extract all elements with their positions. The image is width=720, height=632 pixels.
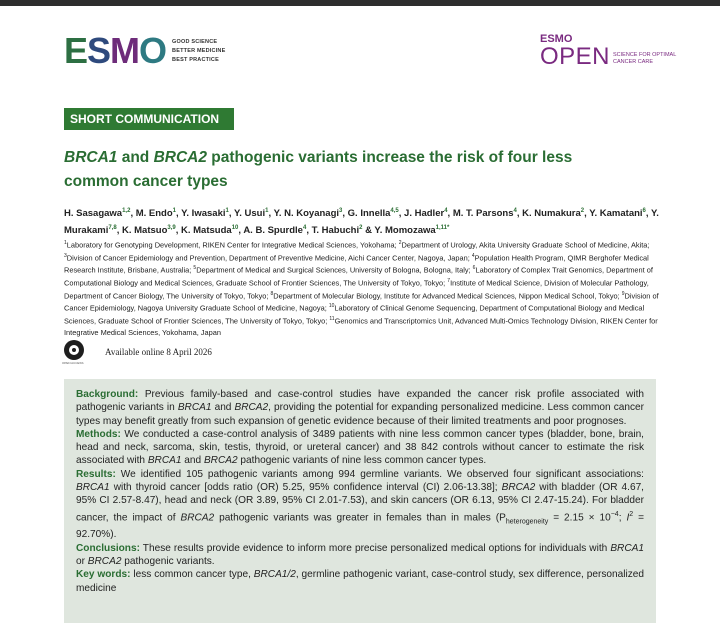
abstract-text: or [76, 555, 88, 567]
author-affiliation-marker[interactable]: 4 [444, 208, 448, 214]
affiliation-text: Division of Cancer Epidemiology and Prevention, Department of Preventive Medicine, Aichi Cancer Center, Nagoya, Japan; [66, 253, 472, 263]
abstract-text: We conducted a case-control analysis of 3489 patients with nine less common cancer types (bladder, bone, brain, head and neck, sarcoma, skin, testis, thyroid, or ureteral cancer) and 38 842 controls without cancer to estimate the risk associated with [76, 428, 644, 467]
gene-name: BRCA1 [76, 482, 110, 494]
subscript: heterogeneity [505, 518, 549, 526]
superscript: 2 [629, 510, 634, 518]
abstract-text: = 92.70%). [76, 512, 644, 541]
open-access-icon[interactable] [64, 340, 84, 360]
affiliation-text: Department of Medical and Surgical Sciences, University of Bologna, Bologna, Italy; [196, 265, 473, 275]
affiliation-number: 11 [329, 316, 335, 323]
affiliation-number: 3 [64, 252, 67, 259]
author-affiliation-marker[interactable]: 4 [513, 208, 517, 214]
author-affiliation-marker[interactable]: 4,5 [390, 208, 399, 214]
gene-name: BRCA1 [147, 455, 182, 467]
author-affiliation-marker[interactable]: 1 [265, 208, 269, 214]
title-text: common cancer types [64, 173, 228, 190]
abstract-text: Previous family-based and case-control studies have expanded the cancer risk profile associated with pathogenic variants in [76, 389, 644, 414]
author-affiliation-marker[interactable]: 7,8 [108, 225, 117, 232]
affiliation-number: 2 [398, 240, 402, 246]
affiliation-number: 4 [471, 252, 475, 259]
journal-logo-top: ESMO [540, 33, 573, 45]
tagline-line: BEST PRACTICE [172, 56, 219, 63]
abstract-heading: Background: [76, 389, 139, 400]
tagline-line: BETTER MEDICINE [172, 47, 226, 54]
author-name[interactable]: Y. N. Koyanagi [273, 208, 340, 220]
title-text: pathogenic variants increase the risk of four less [206, 149, 573, 166]
author-name[interactable]: G. Innella [347, 208, 391, 220]
author-affiliation-marker[interactable]: 1 [225, 208, 229, 214]
author-name[interactable]: H. Sasagawa [64, 208, 123, 220]
affiliation-text: Institute of Medical Science, Division of Molecular Pathology, Department of Cancer Biology, The University of Tokyo, Tokyo; [64, 278, 649, 301]
article-title [64, 146, 644, 194]
affiliation-number: 6 [472, 265, 476, 272]
esmo-logo [64, 30, 226, 71]
abstract-methods [76, 428, 644, 468]
logo-letter: O [139, 30, 167, 71]
abstract-text: and [181, 455, 204, 467]
gene-name: BRCA1/2 [253, 569, 296, 581]
affiliation-text: Population Health Program, QIMR Berghofer Medical Research Institute, Brisbane, Australia; [64, 253, 649, 275]
author-name[interactable]: K. Numakura [522, 208, 581, 220]
author-affiliation-marker[interactable]: 2 [580, 208, 585, 214]
affiliation-text: Laboratory of Clinical Genome Sequencing, Department of Computational Biology and Medical Sciences, Graduate School of Frontier Sciences, The University of Tokyo, Tokyo; [64, 303, 645, 326]
abstract-text: with bladder (OR 4.67, 95% CI 2.57-8.47), head and neck (OR 3.89, 95% CI 2.01-7.53), and skin cancers (OR 6.13, 95% CI 2.47-15.24). For bladder cancer, the impact of [76, 482, 644, 524]
superscript: −4 [610, 510, 619, 518]
author-name[interactable]: Y. Usui [233, 208, 266, 220]
abstract-text: ; [618, 512, 627, 524]
author-affiliation-marker[interactable]: 2 [359, 225, 363, 232]
abstract-text: with thyroid cancer [odds ratio (OR) 5.25, 95% confidence interval (CI) 2.06-13.38]; [109, 482, 502, 494]
title-text: and [117, 149, 154, 166]
abstract-text: These results provide evidence to inform more precise personalized medical options for individuals with [139, 542, 611, 554]
abstract-text: pathogenic variants. [121, 555, 215, 567]
abstract-keywords [76, 568, 644, 595]
affiliation-number: 1 [64, 240, 67, 246]
author-affiliation-marker[interactable]: 3 [339, 208, 343, 214]
author-affiliation-marker[interactable]: 10 [231, 225, 239, 232]
logo-letter: S [87, 30, 111, 71]
abstract-heading: Results: [76, 468, 116, 480]
affiliation-text: Laboratory of Complex Trait Genomics, Department of Computational Biology and Medical Sciences, Graduate School of Frontier Sciences, The University of Tokyo, Tokyo; [64, 265, 653, 288]
gene-name: BRCA1 [610, 542, 644, 554]
affiliation-number: 10 [328, 303, 335, 310]
journal-logo [540, 33, 676, 73]
author-name[interactable]: T. Habuchi [311, 225, 360, 237]
author-name[interactable]: J. Hadler [404, 208, 445, 220]
abstract-results [76, 468, 644, 542]
abstract-text: and [211, 402, 235, 414]
author-list: H. Sasagawa$^{1,2}$, M. Endo$^1$, Y. Iwasaki$^1$, Y. Usui$^1$, Y. N. Koyanagi$^3$, G. Innella$^{4,5}$, J. Hadler$^4$, M. T. Parsons$^4$, K. Numakura$^2$, Y. Kamatani$^6$, Y. Murakami$^{7,8}$, K. Matsuo$^{3,9}$, K. Matsuda$^{10}$, A. B. Spurdle$^4$, T. Habuchi$^2$ & Y. Momozawa$^{1,11*}$ [64, 208, 659, 237]
author-name[interactable]: Y. Iwasaki [181, 208, 226, 220]
title-gene: BRCA2 [153, 149, 207, 166]
logo-letter: E [64, 30, 88, 71]
affiliation-text: Department of Molecular Biology, Institute for Advanced Medical Sciences, Nippon Medical School, Tokyo; [273, 291, 622, 301]
gene-name: BRCA2 [203, 455, 238, 467]
author-name[interactable]: M. T. Parsons [452, 208, 514, 220]
affiliation-number: 9 [621, 290, 625, 297]
affiliation-text: Laboratory for Genotyping Development, RIKEN Center for Integrative Medical Sciences, Yokohama; [66, 240, 399, 250]
gene-name: BRCA1 [177, 402, 212, 414]
abstract-text: , providing the potential for expanding personalized medicine. Less common cancer types may benefit greatly from such expansion of genetic evidence because of their limited treatments and poor prognoses. [76, 402, 645, 427]
section-label: SHORT COMMUNICATION [64, 108, 234, 130]
abstract-text: We identified 105 pathogenic variants among 994 germline variants. We observed four significant associations: [115, 468, 644, 480]
tagline-line: GOOD SCIENCE [172, 38, 218, 45]
title-gene: BRCA1 [64, 149, 118, 166]
gene-name: BRCA2 [180, 512, 215, 524]
affiliation-text: Genomics and Transcriptomics Unit, Advanced Multi-Omics Technology Division, RIKEN Center for Integrative Medical Sciences, Yokohama, Japan [64, 316, 658, 337]
affiliation-text: Department of Urology, Akita University Graduate School of Medicine, Akita; [401, 240, 650, 250]
author-name[interactable]: K. Matsuo [121, 225, 168, 237]
gene-name: BRCA2 [234, 402, 269, 414]
journal-logo-main: OPEN [540, 43, 611, 70]
abstract-box [64, 379, 656, 623]
esmo-tagline [172, 38, 225, 65]
abstract-text: pathogenic variants of nine less common cancer types. [237, 455, 487, 467]
abstract-background [76, 388, 644, 428]
tagline-line: SCIENCE FOR OPTIMAL [613, 52, 677, 58]
author-name[interactable]: A. B. Spurdle [243, 225, 303, 237]
abstract-text: less common cancer type, [130, 569, 254, 581]
available-online: Available online 8 April 2026 [105, 347, 212, 357]
author-affiliation-marker[interactable]: 6 [642, 208, 646, 214]
tagline-line: CANCER CARE [613, 59, 654, 65]
abstract-text: = 2.15 × 10 [548, 512, 611, 524]
esmo-wordmark [64, 30, 167, 71]
open-access-label: OPEN ACCESS [62, 361, 84, 365]
author-name[interactable]: M. Endo [135, 208, 173, 220]
journal-tagline [613, 52, 676, 69]
author-name[interactable]: K. Matsuda [181, 225, 232, 237]
gene-name: BRCA2 [501, 482, 536, 494]
author-name[interactable]: Y. Kamatani [589, 208, 643, 220]
abstract-text: , germline pathogenic variant, case-control study, sex difference, personalized medicine [76, 569, 644, 594]
author-affiliation-marker[interactable]: 3,9 [167, 225, 176, 232]
gene-name: BRCA2 [87, 555, 122, 567]
author-name[interactable]: Y. Momozawa [374, 225, 436, 237]
logo-letter: M [110, 30, 140, 71]
affiliation-text: Division of Cancer Epidemiology, Nagoya University Graduate School of Medicine, Nagoya; [64, 291, 659, 313]
abstract-conclusions [76, 542, 644, 569]
affiliations [64, 238, 664, 338]
abstract-heading: Methods: [76, 428, 121, 440]
affiliation-number: 5 [193, 265, 197, 272]
author-name[interactable]: Y. Murakami [64, 208, 659, 237]
author-affiliation-marker[interactable]: 1,2 [122, 208, 131, 214]
abstract-heading: Key words: [76, 569, 131, 581]
author-affiliation-marker[interactable]: 1,11* [435, 225, 450, 232]
author-affiliation-marker[interactable]: 4 [302, 225, 307, 232]
stat-symbol: I [626, 512, 630, 524]
author-affiliation-marker[interactable]: 1 [172, 208, 177, 214]
affiliation-number: 7 [447, 278, 451, 285]
abstract-heading: Conclusions: [76, 542, 140, 554]
abstract-text: pathogenic variants was greater in females than in males (P [214, 512, 506, 524]
top-border [0, 0, 720, 6]
affiliation-number: 8 [270, 290, 274, 297]
